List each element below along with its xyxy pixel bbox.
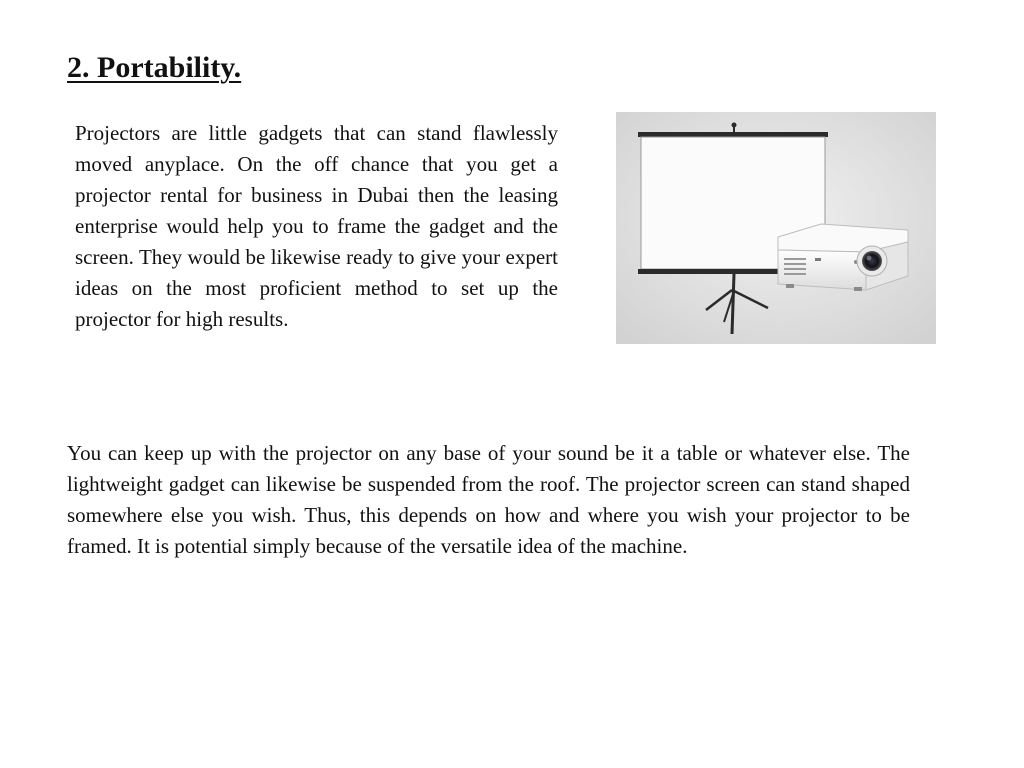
slide-title: 2. Portability. (67, 51, 242, 84)
body-paragraph: You can keep up with the projector on any base of your sound be it a table or whatever else. The lightweight gadget can likewise be suspended from the roof. The projector screen can stand shaped somewhere else you wish. Thus, this depends on how and where you wish your projector to be framed. It is potential simply because of the versatile idea of the machine. (67, 441, 910, 558)
lens (862, 251, 882, 271)
projector-device (778, 224, 908, 291)
projector-screen-photo (616, 112, 936, 344)
intro-paragraph: Projectors are little gadgets that can stand flawlessly moved anyplace. On the off chance that you get a projector rental for business in Dubai then the leasing enterprise would help you to frame the gadget and the screen. They would be likewise ready to give your expert ideas on the most proficient method to set up the projector for high results. (75, 121, 558, 331)
